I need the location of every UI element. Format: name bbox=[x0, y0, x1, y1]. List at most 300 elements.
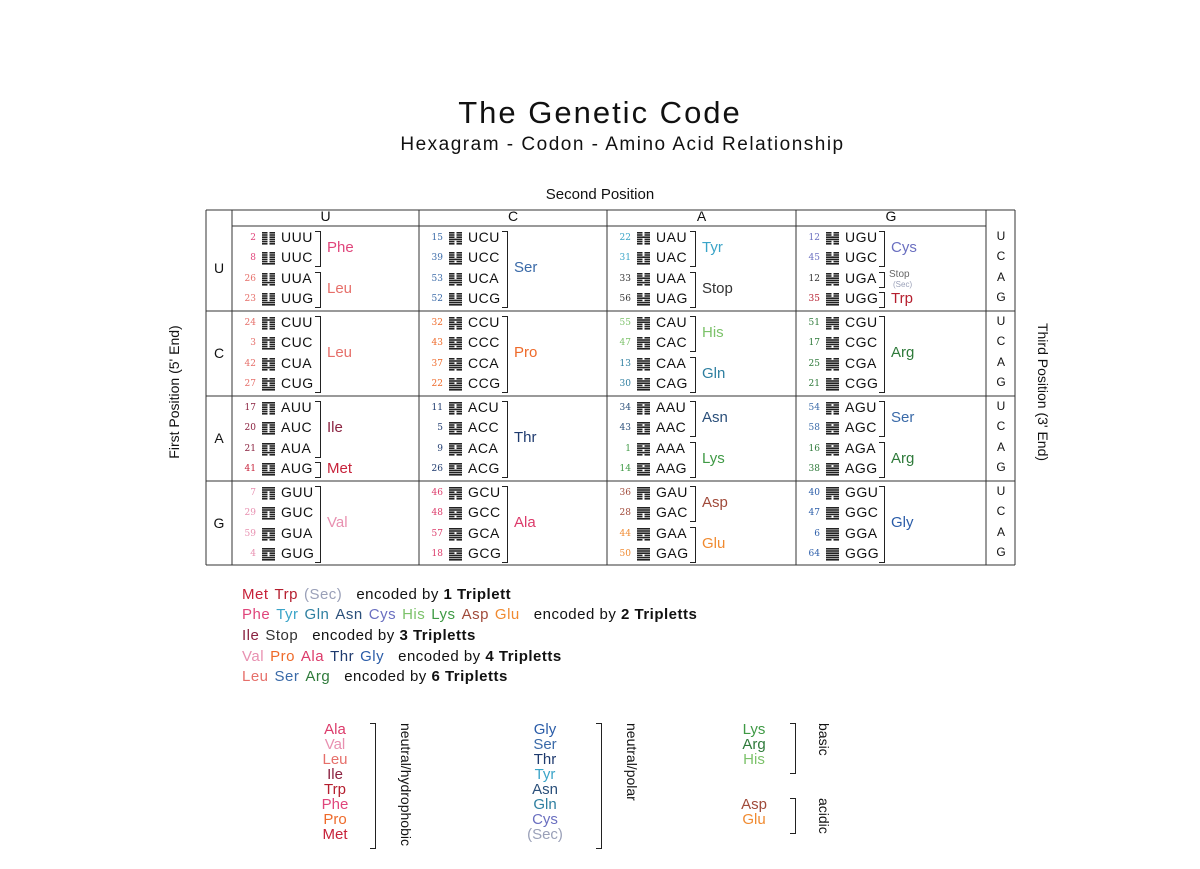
legend-amino-acid: Glu bbox=[494, 606, 520, 623]
codon-gau: GAU bbox=[656, 484, 688, 500]
hexagram-icon bbox=[449, 337, 462, 350]
codon-aga: AGA bbox=[845, 439, 877, 456]
hexagram-icon bbox=[826, 463, 839, 476]
legend-unit: Tripletts bbox=[629, 606, 698, 623]
hexagram-icon bbox=[262, 317, 275, 330]
hexagram-icon bbox=[637, 487, 650, 500]
hexagram-icon bbox=[637, 443, 650, 456]
hexagram-icon bbox=[262, 402, 275, 415]
hexagram-number: 13 bbox=[619, 358, 631, 369]
legend-amino-acid: Ala bbox=[300, 648, 325, 665]
codon-gua: GUA bbox=[281, 524, 313, 541]
codon-uug: UUG bbox=[281, 289, 314, 306]
amino-acid-ser: Ser bbox=[514, 259, 538, 277]
legend-amino-acid: Thr bbox=[330, 648, 355, 665]
codon-bracket bbox=[315, 316, 321, 393]
codon-cca: CCA bbox=[468, 354, 500, 371]
legend-row bbox=[242, 586, 511, 603]
amino-acid-arg: Arg bbox=[891, 344, 915, 362]
hexagram-icon bbox=[637, 548, 650, 561]
codon-aug: AUG bbox=[281, 459, 313, 476]
hexagram-icon bbox=[826, 337, 839, 350]
amino-acid-met: Met bbox=[327, 459, 353, 477]
column-header-g: G bbox=[885, 208, 897, 224]
codon-bracket bbox=[690, 357, 696, 393]
third-position-a: A bbox=[996, 439, 1005, 454]
hexagram-number: 48 bbox=[431, 508, 443, 519]
codon-cug: CUG bbox=[281, 374, 314, 391]
legend-row bbox=[242, 668, 508, 685]
group-amino-acid: Ala bbox=[324, 721, 346, 738]
hexagram-icon bbox=[637, 273, 650, 286]
hexagram-number: 22 bbox=[619, 233, 631, 243]
codon-agc: AGC bbox=[845, 419, 877, 436]
hexagram-number: 64 bbox=[808, 548, 820, 559]
hexagram-number: 6 bbox=[814, 528, 820, 539]
group-amino-acid: Met bbox=[322, 826, 348, 843]
hexagram-number: 25 bbox=[808, 358, 820, 369]
third-position-c: C bbox=[996, 249, 1006, 264]
row-header-g: G bbox=[213, 515, 225, 531]
codon-bracket bbox=[502, 486, 508, 563]
codon-uuc: UUC bbox=[281, 249, 313, 266]
codon-uac: UAC bbox=[656, 249, 688, 266]
hexagram-icon bbox=[637, 337, 650, 350]
codon-bracket bbox=[690, 231, 696, 267]
hexagram-icon bbox=[637, 232, 650, 245]
codon-bracket bbox=[315, 462, 321, 478]
group-amino-acid: Cys bbox=[532, 811, 558, 828]
group-label: acidic bbox=[816, 798, 832, 834]
codon-bracket bbox=[690, 316, 696, 352]
amino-acid-leu: Leu bbox=[327, 279, 353, 297]
hexagram-icon bbox=[262, 422, 275, 435]
codon-ugg: UGG bbox=[845, 289, 879, 306]
hexagram-number: 17 bbox=[244, 403, 256, 413]
amino-acid-ala: Ala bbox=[514, 514, 536, 532]
hexagram-number: 38 bbox=[808, 463, 820, 474]
hexagram-icon bbox=[826, 402, 839, 415]
amino-acid-phe: Phe bbox=[327, 239, 354, 257]
legend-amino-acid: Trp bbox=[274, 586, 298, 603]
hexagram-number: 54 bbox=[808, 403, 820, 413]
group-amino-acid: Phe bbox=[321, 796, 349, 813]
hexagram-number: 20 bbox=[244, 423, 256, 434]
legend-amino-acid: Phe bbox=[242, 606, 271, 623]
third-position-a: A bbox=[996, 354, 1005, 369]
codon-ccg: CCG bbox=[468, 374, 501, 391]
hexagram-number: 12 bbox=[808, 233, 820, 243]
legend-unit: Triplett bbox=[452, 586, 512, 603]
hexagram-number: 24 bbox=[244, 318, 256, 328]
amino-acid-pro: Pro bbox=[514, 344, 538, 362]
hexagram-icon bbox=[826, 548, 839, 561]
hexagram-number: 9 bbox=[437, 443, 443, 454]
row-header-u: U bbox=[213, 260, 225, 276]
legend-amino-acid: Gln bbox=[304, 606, 330, 623]
amino-acid-asp: Asp bbox=[702, 494, 728, 512]
first-position-label: First Position (5' End) bbox=[166, 325, 182, 459]
hexagram-icon bbox=[449, 463, 462, 476]
codon-guu: GUU bbox=[281, 484, 314, 500]
hexagram-number: 37 bbox=[431, 358, 443, 369]
codon-uau: UAU bbox=[656, 229, 688, 245]
codon-aac: AAC bbox=[656, 419, 687, 436]
group-amino-acid: Tyr bbox=[534, 766, 556, 783]
codon-cgg: CGG bbox=[845, 374, 879, 391]
codon-gac: GAC bbox=[656, 504, 688, 521]
amino-acid-ile: Ile bbox=[327, 419, 343, 437]
codon-bracket bbox=[879, 231, 885, 267]
hexagram-icon bbox=[449, 293, 462, 306]
amino-acid-stop: Stop bbox=[889, 268, 910, 280]
amino-acid-val: Val bbox=[327, 514, 348, 532]
codon-aau: AAU bbox=[656, 399, 687, 415]
hexagram-icon bbox=[262, 528, 275, 541]
legend-text: encoded by bbox=[356, 586, 444, 603]
hexagram-number: 58 bbox=[808, 423, 820, 434]
legend-row bbox=[242, 606, 697, 623]
hexagram-icon bbox=[826, 528, 839, 541]
group-amino-acid: Ser bbox=[533, 736, 557, 753]
legend-amino-acid: Gly bbox=[360, 648, 385, 665]
hexagram-icon bbox=[449, 443, 462, 456]
hexagram-icon bbox=[449, 378, 462, 391]
third-position-g: G bbox=[996, 289, 1006, 304]
column-header-c: C bbox=[507, 208, 519, 224]
hexagram-number: 43 bbox=[431, 338, 443, 349]
codon-gcg: GCG bbox=[468, 544, 502, 561]
hexagram-number: 5 bbox=[437, 423, 443, 434]
legend-count: 4 bbox=[485, 648, 495, 665]
hexagram-icon bbox=[637, 528, 650, 541]
hexagram-icon bbox=[826, 317, 839, 330]
group-amino-acid: Gln bbox=[533, 796, 557, 813]
hexagram-number: 41 bbox=[244, 463, 256, 474]
hexagram-icon bbox=[826, 252, 839, 265]
amino-acid-ser: Ser bbox=[891, 409, 915, 427]
third-position-g: G bbox=[996, 374, 1006, 389]
hexagram-icon bbox=[262, 507, 275, 520]
hexagram-number: 21 bbox=[808, 378, 820, 389]
hexagram-number: 31 bbox=[619, 253, 631, 264]
hexagram-number: 55 bbox=[619, 318, 631, 328]
hexagram-number: 33 bbox=[619, 273, 631, 284]
codon-cac: CAC bbox=[656, 334, 688, 351]
group-label: basic bbox=[816, 723, 832, 756]
amino-acid-glu: Glu bbox=[702, 534, 726, 552]
amino-acid-lys: Lys bbox=[702, 449, 725, 467]
codon-ggu: GGU bbox=[845, 484, 879, 500]
third-position-u: U bbox=[996, 484, 1006, 498]
hexagram-icon bbox=[262, 337, 275, 350]
legend-amino-acid: Asp bbox=[461, 606, 489, 623]
codon-ucg: UCG bbox=[468, 289, 501, 306]
hexagram-icon bbox=[262, 378, 275, 391]
hexagram-icon bbox=[449, 487, 462, 500]
group-bracket bbox=[370, 723, 376, 849]
codon-gaa: GAA bbox=[656, 524, 688, 541]
hexagram-number: 35 bbox=[808, 293, 820, 304]
hexagram-number: 4 bbox=[250, 548, 256, 559]
hexagram-number: 50 bbox=[619, 548, 631, 559]
codon-ggc: GGC bbox=[845, 504, 879, 521]
legend-count: 1 bbox=[443, 586, 453, 603]
hexagram-number: 27 bbox=[244, 378, 256, 389]
codon-uca: UCA bbox=[468, 269, 500, 286]
codon-cgu: CGU bbox=[845, 314, 878, 330]
hexagram-icon bbox=[449, 252, 462, 265]
codon-cag: CAG bbox=[656, 374, 688, 391]
codon-cua: CUA bbox=[281, 354, 313, 371]
codon-gug: GUG bbox=[281, 544, 315, 561]
legend-row bbox=[242, 627, 476, 644]
codon-gga: GGA bbox=[845, 524, 878, 541]
group-amino-acid: Thr bbox=[533, 751, 557, 768]
codon-acg: ACG bbox=[468, 459, 500, 476]
hexagram-number: 46 bbox=[431, 488, 443, 498]
hexagram-icon bbox=[449, 507, 462, 520]
codon-uga: UGA bbox=[845, 269, 877, 286]
codon-aua: AUA bbox=[281, 439, 312, 456]
hexagram-icon bbox=[637, 378, 650, 391]
hexagram-icon bbox=[637, 317, 650, 330]
legend-text: encoded by bbox=[533, 606, 621, 623]
group-amino-acid: Glu bbox=[742, 811, 766, 828]
hexagram-number: 53 bbox=[431, 273, 443, 284]
third-position-a: A bbox=[996, 524, 1005, 539]
codon-bracket bbox=[315, 486, 321, 563]
hexagram-icon bbox=[262, 293, 275, 306]
third-position-label: Third Position (3' End) bbox=[1035, 322, 1051, 462]
legend-amino-acid: (Sec) bbox=[303, 586, 343, 603]
codon-ucc: UCC bbox=[468, 249, 500, 266]
hexagram-number: 16 bbox=[808, 443, 820, 454]
hexagram-icon bbox=[449, 358, 462, 371]
codon-bracket bbox=[690, 486, 696, 522]
codon-bracket bbox=[690, 401, 696, 437]
hexagram-icon bbox=[826, 378, 839, 391]
hexagram-icon bbox=[637, 402, 650, 415]
legend-amino-acid: Tyr bbox=[276, 606, 299, 623]
page-title: The Genetic Code bbox=[458, 95, 742, 130]
hexagram-icon bbox=[449, 528, 462, 541]
legend-amino-acid: Cys bbox=[368, 606, 397, 623]
third-position-c: C bbox=[996, 504, 1006, 519]
hexagram-number: 30 bbox=[619, 378, 631, 389]
third-position-a: A bbox=[996, 269, 1005, 284]
hexagram-number: 14 bbox=[619, 463, 631, 474]
hexagram-icon bbox=[637, 507, 650, 520]
hexagram-number: 29 bbox=[244, 508, 256, 519]
hexagram-icon bbox=[637, 422, 650, 435]
third-position-g: G bbox=[996, 459, 1006, 474]
codon-ccc: CCC bbox=[468, 334, 500, 351]
legend-text: encoded by bbox=[344, 668, 432, 685]
hexagram-icon bbox=[826, 293, 839, 306]
hexagram-icon bbox=[826, 422, 839, 435]
legend-amino-acid: Arg bbox=[305, 668, 331, 685]
hexagram-icon bbox=[449, 422, 462, 435]
codon-bracket bbox=[879, 486, 885, 563]
codon-gcc: GCC bbox=[468, 504, 501, 521]
legend-unit: Tripletts bbox=[494, 648, 562, 665]
hexagram-number: 43 bbox=[619, 423, 631, 434]
legend-amino-acid: Leu bbox=[242, 668, 269, 685]
codon-aca: ACA bbox=[468, 439, 499, 456]
hexagram-icon bbox=[449, 317, 462, 330]
legend-unit: Tripletts bbox=[408, 627, 476, 644]
legend-amino-acid: Met bbox=[242, 586, 269, 603]
group-amino-acid: Arg bbox=[742, 736, 766, 753]
hexagram-number: 1 bbox=[625, 443, 631, 454]
hexagram-number: 47 bbox=[619, 338, 631, 349]
legend-count: 2 bbox=[621, 606, 630, 623]
amino-acid-sec: (Sec) bbox=[893, 279, 913, 289]
hexagram-icon bbox=[826, 358, 839, 371]
group-amino-acid: Leu bbox=[322, 751, 348, 768]
group-amino-acid: (Sec) bbox=[527, 826, 563, 843]
hexagram-number: 28 bbox=[619, 508, 631, 519]
hexagram-number: 59 bbox=[244, 528, 256, 539]
group-amino-acid: Pro bbox=[323, 811, 347, 828]
amino-acid-gly: Gly bbox=[891, 514, 914, 532]
codon-bracket bbox=[879, 272, 885, 288]
third-position-c: C bbox=[996, 334, 1006, 349]
codon-bracket bbox=[879, 442, 885, 478]
codon-cuc: CUC bbox=[281, 334, 313, 351]
hexagram-icon bbox=[826, 507, 839, 520]
codon-gca: GCA bbox=[468, 524, 500, 541]
hexagram-number: 17 bbox=[808, 338, 820, 349]
hexagram-number: 39 bbox=[431, 253, 443, 264]
hexagram-number: 23 bbox=[244, 293, 256, 304]
codon-uaa: UAA bbox=[656, 269, 687, 286]
hexagram-icon bbox=[262, 358, 275, 371]
codon-ggg: GGG bbox=[845, 544, 880, 561]
amino-acid-tyr: Tyr bbox=[702, 239, 723, 257]
codon-bracket bbox=[690, 272, 696, 308]
group-amino-acid: Ile bbox=[327, 766, 343, 783]
codon-uuu: UUU bbox=[281, 229, 313, 245]
codon-bracket bbox=[879, 292, 885, 308]
legend-amino-acid: Ser bbox=[274, 668, 300, 685]
hexagram-number: 32 bbox=[431, 318, 443, 328]
hexagram-icon bbox=[449, 232, 462, 245]
legend-unit: Tripletts bbox=[440, 668, 508, 685]
hexagram-number: 51 bbox=[808, 318, 820, 328]
group-bracket bbox=[790, 798, 796, 834]
row-header-a: A bbox=[214, 430, 224, 446]
hexagram-number: 26 bbox=[244, 273, 256, 284]
codon-ugu: UGU bbox=[845, 229, 878, 245]
hexagram-number: 56 bbox=[619, 293, 631, 304]
codon-auu: AUU bbox=[281, 399, 313, 415]
hexagram-number: 22 bbox=[431, 378, 443, 389]
group-bracket bbox=[596, 723, 602, 849]
group-amino-acid: Trp bbox=[324, 781, 346, 798]
hexagram-icon bbox=[262, 443, 275, 456]
hexagram-number: 8 bbox=[250, 253, 256, 264]
legend-amino-acid: Stop bbox=[265, 627, 299, 644]
legend-amino-acid: Lys bbox=[431, 606, 456, 623]
legend-text: encoded by bbox=[398, 648, 486, 665]
codon-ucu: UCU bbox=[468, 229, 500, 245]
hexagram-number: 18 bbox=[431, 548, 443, 559]
hexagram-icon bbox=[826, 443, 839, 456]
codon-cau: CAU bbox=[656, 314, 688, 330]
hexagram-number: 34 bbox=[619, 403, 631, 413]
hexagram-icon bbox=[826, 487, 839, 500]
legend-row bbox=[242, 648, 562, 665]
codon-gcu: GCU bbox=[468, 484, 501, 500]
second-position-label: Second Position bbox=[545, 186, 655, 203]
page-subtitle: Hexagram - Codon - Amino Acid Relationship bbox=[400, 134, 845, 155]
hexagram-number: 47 bbox=[808, 508, 820, 519]
hexagram-icon bbox=[637, 358, 650, 371]
hexagram-icon bbox=[826, 232, 839, 245]
hexagram-number: 52 bbox=[431, 293, 443, 304]
amino-acid-trp: Trp bbox=[891, 289, 913, 307]
codon-bracket bbox=[690, 442, 696, 478]
codon-aaa: AAA bbox=[656, 439, 686, 456]
third-position-c: C bbox=[996, 419, 1006, 434]
amino-acid-thr: Thr bbox=[514, 429, 537, 447]
hexagram-icon bbox=[637, 252, 650, 265]
group-amino-acid: Gly bbox=[533, 721, 557, 738]
hexagram-icon bbox=[449, 548, 462, 561]
hexagram-number: 40 bbox=[808, 488, 820, 498]
codon-cuu: CUU bbox=[281, 314, 313, 330]
third-position-u: U bbox=[996, 399, 1006, 413]
hexagram-number: 2 bbox=[250, 233, 256, 243]
codon-uua: UUA bbox=[281, 269, 313, 286]
amino-acid-his: His bbox=[702, 324, 724, 342]
codon-agg: AGG bbox=[845, 459, 878, 476]
hexagram-icon bbox=[262, 487, 275, 500]
group-amino-acid: Asp bbox=[741, 796, 767, 813]
codon-uag: UAG bbox=[656, 289, 688, 306]
third-position-g: G bbox=[996, 544, 1006, 559]
group-amino-acid: Lys bbox=[742, 721, 766, 738]
amino-acid-arg: Arg bbox=[891, 449, 915, 467]
column-header-u: U bbox=[320, 208, 331, 224]
codon-ccu: CCU bbox=[468, 314, 500, 330]
codon-bracket bbox=[502, 231, 508, 308]
hexagram-icon bbox=[826, 273, 839, 286]
codon-bracket bbox=[315, 231, 321, 267]
codon-cga: CGA bbox=[845, 354, 877, 371]
codon-acu: ACU bbox=[468, 399, 500, 415]
codon-agu: AGU bbox=[845, 399, 877, 415]
hexagram-icon bbox=[262, 232, 275, 245]
amino-acid-asn: Asn bbox=[702, 409, 728, 427]
codon-auc: AUC bbox=[281, 419, 313, 436]
amino-acid-stop: Stop bbox=[702, 279, 733, 297]
codon-ugc: UGC bbox=[845, 249, 878, 266]
group-label: neutral/hydrophobic bbox=[398, 723, 414, 846]
legend-amino-acid: Ile bbox=[242, 627, 260, 644]
third-position-u: U bbox=[996, 229, 1006, 243]
hexagram-icon bbox=[449, 273, 462, 286]
amino-acid-cys: Cys bbox=[891, 239, 917, 257]
legend-amino-acid: His bbox=[402, 606, 426, 623]
hexagram-number: 3 bbox=[250, 338, 256, 349]
hexagram-icon bbox=[637, 463, 650, 476]
legend-count: 3 bbox=[399, 627, 409, 644]
codon-gag: GAG bbox=[656, 544, 689, 561]
codon-acc: ACC bbox=[468, 419, 500, 436]
